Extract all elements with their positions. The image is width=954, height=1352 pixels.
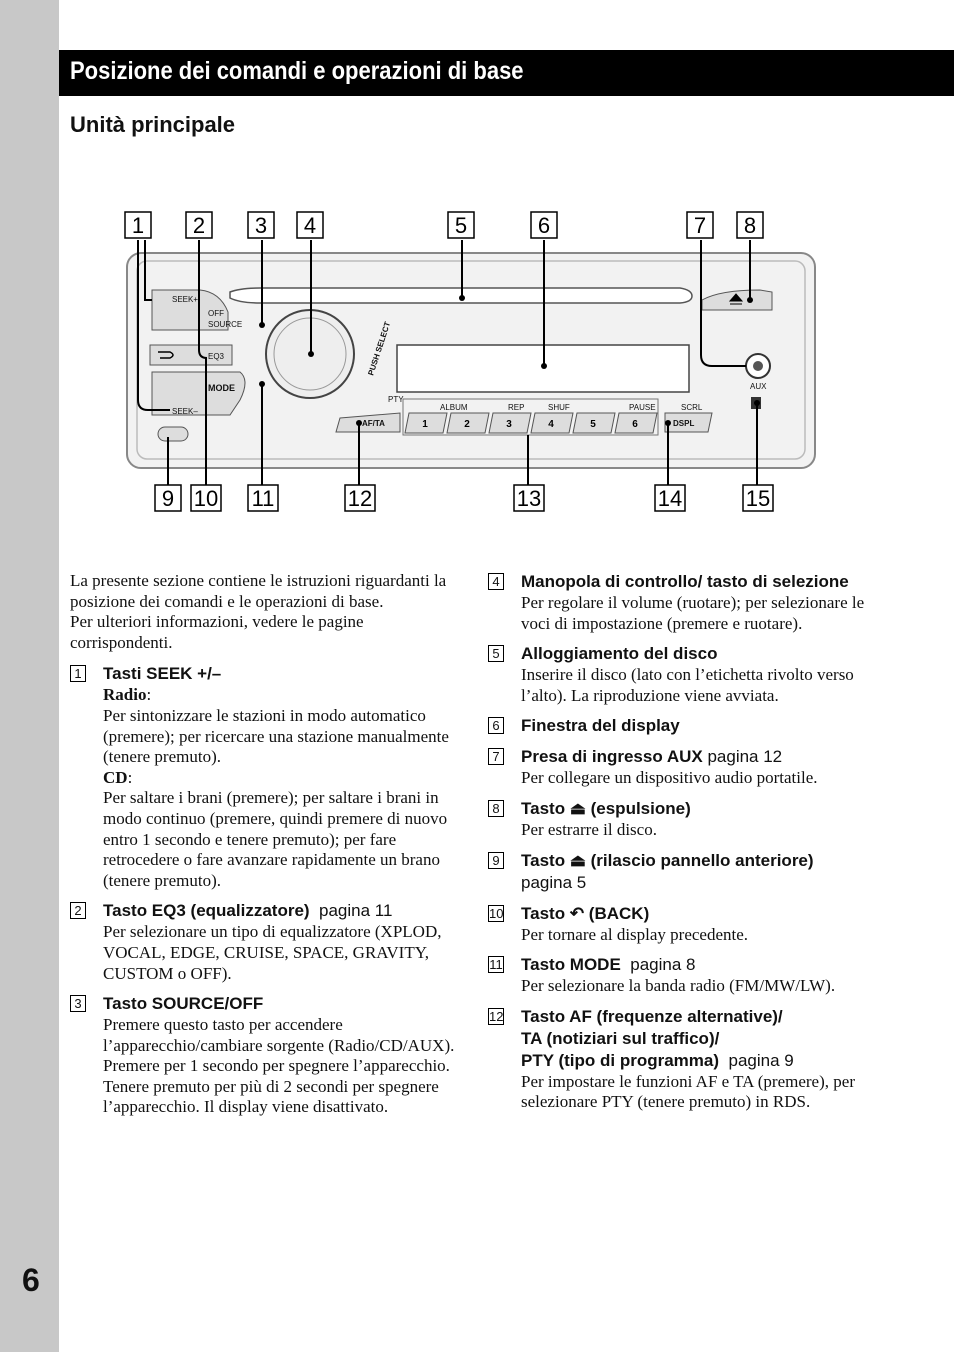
callout-number: 10 bbox=[193, 486, 219, 511]
callout-number: 8 bbox=[743, 213, 757, 238]
item-title: Manopola di controllo/ tasto di selezione bbox=[521, 572, 849, 591]
item-number: 6 bbox=[488, 717, 504, 734]
item-3 bbox=[70, 993, 455, 1118]
label-seek-minus: SEEK– bbox=[172, 407, 198, 416]
callouts-bottom bbox=[155, 485, 773, 511]
callout-number: 5 bbox=[454, 213, 468, 238]
left-column bbox=[70, 571, 455, 1118]
cd-label: CD bbox=[103, 767, 128, 787]
item-title-line-2: TA (notiziari sul traffico)/ bbox=[521, 1028, 720, 1048]
page-ref: pagina 11 bbox=[319, 901, 393, 921]
callouts-top bbox=[125, 212, 763, 238]
back-icon: ↶ bbox=[569, 903, 585, 923]
item-number: 7 bbox=[488, 748, 504, 765]
aux-jack-hole bbox=[753, 361, 763, 371]
right-column bbox=[488, 562, 868, 1113]
item-number: 8 bbox=[488, 800, 504, 817]
item-title: Tasti SEEK +/– bbox=[103, 664, 222, 684]
cd-text: Per saltare i brani (premere); per saltare i brani in modo continuo (premere, quindi premere di nuovo entro 1 secondo e tenere premuto); per fare retrocedere o fare avanzare rapidamente un brano (tenere premuto). bbox=[103, 788, 448, 890]
page-ref: pagina 9 bbox=[728, 1050, 794, 1070]
label-album: ALBUM bbox=[440, 403, 468, 412]
item-title-pre: Tasto bbox=[521, 903, 566, 923]
item-title: Tasto SOURCE/OFF bbox=[103, 994, 264, 1014]
callout-number: 2 bbox=[192, 213, 206, 238]
panel-release-icon: ⏏ bbox=[569, 850, 586, 870]
item-text: Per tornare al display precedente. bbox=[521, 924, 749, 944]
callout-number: 7 bbox=[693, 213, 707, 238]
item-number: 2 bbox=[70, 902, 86, 919]
callout-number: 14 bbox=[657, 486, 683, 511]
callout-number: 6 bbox=[537, 213, 551, 238]
label-dspl: DSPL bbox=[673, 419, 695, 428]
preset-label: 5 bbox=[590, 419, 596, 430]
item-11 bbox=[488, 954, 868, 997]
radio-label: Radio bbox=[103, 685, 147, 705]
callout-number: 3 bbox=[254, 213, 268, 238]
callout-number: 11 bbox=[251, 486, 275, 511]
head-unit-diagram bbox=[0, 0, 954, 560]
preset-label: 1 bbox=[422, 419, 428, 430]
callout-number: 4 bbox=[303, 213, 317, 238]
item-number: 1 bbox=[70, 665, 86, 682]
preset-label: 6 bbox=[632, 419, 638, 430]
item-title-post: (rilascio pannello anteriore) bbox=[590, 850, 814, 870]
label-eq3: EQ3 bbox=[208, 352, 225, 361]
release-button bbox=[158, 427, 188, 441]
radio-text: Per sintonizzare le stazioni in modo automatico (premere); per ricercare una stazione manualmente (tenere premuto). bbox=[103, 705, 449, 767]
label-mode: MODE bbox=[208, 383, 235, 393]
item-4 bbox=[488, 571, 868, 634]
callout-number: 9 bbox=[161, 486, 175, 511]
label-push-select: PUSH SELECT bbox=[366, 320, 393, 377]
item-title-post: (BACK) bbox=[588, 903, 650, 923]
item-title: Presa di ingresso AUX bbox=[521, 747, 703, 767]
item-number: 4 bbox=[488, 573, 504, 590]
item-7 bbox=[488, 746, 868, 789]
item-text: Inserire il disco (lato con l’etichetta rivolto verso l’alto). La riproduzione viene avviata. bbox=[521, 665, 854, 705]
preset-label: 4 bbox=[548, 419, 554, 430]
item-title-line-1: Tasto AF (frequenze alternative)/ bbox=[521, 1006, 783, 1026]
page-ref: pagina 12 bbox=[707, 747, 783, 767]
callout-number: 1 bbox=[131, 213, 145, 238]
item-title-pre: Tasto bbox=[521, 798, 566, 818]
item-title: Finestra del display bbox=[521, 716, 680, 736]
item-9 bbox=[488, 850, 868, 894]
item-text: Per regolare il volume (ruotare); per selezionare le voci di impostazione (premere e ruotare). bbox=[521, 593, 865, 633]
subsection-title: Unità principale bbox=[70, 112, 236, 137]
item-1: 1 Tasti SEEK +/– Radio: Per sintonizzare le stazioni in modo automatico (premere); per ricercare una stazione manualmente (tenere premuto). CD: Per saltare i brani (premere); per saltare i brani in modo continuo (premere, quindi premere di nuovo entro 1 secondo e tenere premuto); per fare retrocedere o fare avanzare rapidamente un brano (tenere premuto). bbox=[70, 663, 455, 891]
item-text: Per selezionare un tipo di equalizzatore (XPLOD, VOCAL, EDGE, CRUISE, SPACE, GRAVITY, CUSTOM o OFF). bbox=[103, 922, 442, 983]
item-8 bbox=[488, 798, 868, 841]
item-title: Tasto EQ3 (equalizzatore) bbox=[103, 901, 310, 921]
label-off: OFF bbox=[208, 309, 224, 318]
preset-label: 2 bbox=[464, 419, 470, 430]
item-text: Per impostare le funzioni AF e TA (premere), per selezionare PTY (tenere premuto) in RDS. bbox=[521, 1071, 855, 1112]
item-title-line-3: PTY (tipo di programma) bbox=[521, 1050, 720, 1070]
page-ref: pagina 5 bbox=[521, 872, 587, 892]
item-number: 11 bbox=[489, 957, 503, 973]
item-10 bbox=[488, 903, 868, 946]
label-af-ta: AF/TA bbox=[362, 419, 385, 428]
item-title: Alloggiamento del disco bbox=[521, 644, 718, 664]
section-title: Posizione dei comandi e operazioni di base bbox=[70, 57, 524, 85]
label-rep: REP bbox=[508, 403, 525, 412]
label-pause: PAUSE bbox=[629, 403, 656, 412]
callout-number: 15 bbox=[745, 486, 771, 511]
item-text: Per estrarre il disco. bbox=[521, 819, 657, 839]
eject-icon: ⏏ bbox=[569, 798, 586, 818]
item-6 bbox=[488, 715, 868, 737]
item-number: 10 bbox=[489, 905, 504, 921]
item-12 bbox=[488, 1006, 868, 1113]
item-text-3: Tenere premuto per più di 2 secondi per spegnere l’apparecchio. Il display viene disattivato. bbox=[103, 1076, 439, 1117]
callout-number: 13 bbox=[516, 486, 542, 511]
item-number: 3 bbox=[70, 995, 86, 1012]
item-number: 5 bbox=[488, 645, 504, 662]
item-title-pre: Tasto bbox=[521, 850, 566, 870]
mode-seek-minus-button bbox=[152, 372, 245, 415]
item-text: Per collegare un dispositivo audio portatile. bbox=[521, 768, 818, 788]
item-text-2: Premere per 1 secondo per spegnere l’apparecchio. bbox=[103, 1056, 450, 1076]
label-scrl: SCRL bbox=[681, 403, 703, 412]
item-2 bbox=[70, 900, 455, 984]
label-seek-plus: SEEK+ bbox=[172, 295, 199, 304]
item-text-1: Premere questo tasto per accendere l’apparecchio/cambiare sorgente (Radio/CD/AUX). bbox=[103, 1015, 455, 1055]
item-5 bbox=[488, 643, 868, 706]
intro-paragraph-1: La presente sezione contiene le istruzioni riguardanti la posizione dei comandi e le operazioni di base. bbox=[70, 571, 447, 611]
label-pty: PTY bbox=[388, 395, 404, 404]
page-ref: pagina 8 bbox=[630, 955, 696, 975]
callout-number: 12 bbox=[347, 486, 373, 511]
item-title-post: (espulsione) bbox=[590, 798, 691, 818]
label-aux: AUX bbox=[750, 382, 767, 391]
label-shuf: SHUF bbox=[548, 403, 570, 412]
item-title: Tasto MODE bbox=[521, 955, 621, 975]
label-source: SOURCE bbox=[208, 320, 243, 329]
item-text: Per selezionare la banda radio (FM/MW/LW). bbox=[521, 976, 836, 996]
item-number: 9 bbox=[488, 852, 504, 869]
page-number: 6 bbox=[22, 1262, 40, 1298]
preset-label: 3 bbox=[506, 419, 512, 430]
intro-paragraph-2: Per ulteriori informazioni, vedere le pagine corrispondenti. bbox=[70, 612, 364, 652]
item-number: 12 bbox=[489, 1008, 504, 1024]
